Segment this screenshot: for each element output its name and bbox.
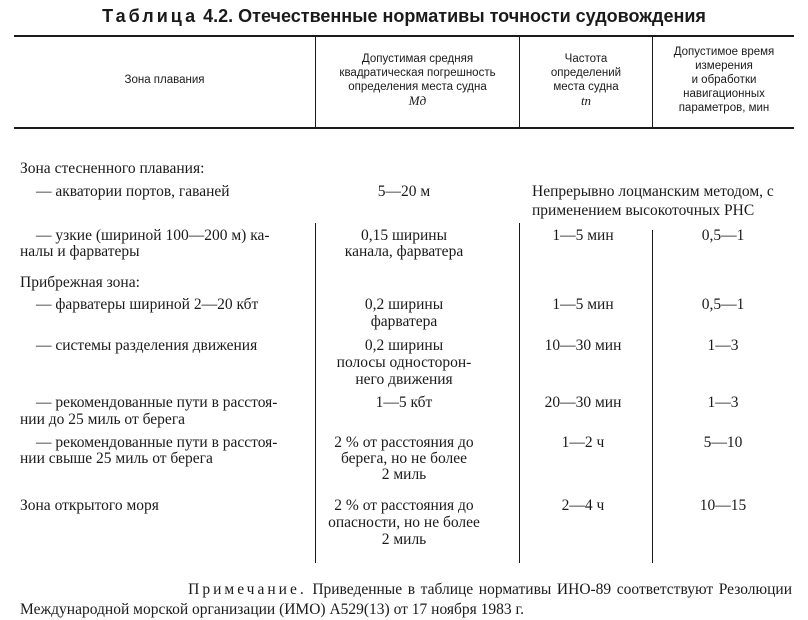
- row-channels-accuracy-line1: 0,15 ширины: [361, 227, 447, 244]
- row-fairways-frequency: 1—5 мин: [552, 296, 614, 313]
- header-frequency-line3: места судна: [553, 81, 619, 93]
- row-routes-near-zone-line2: нии до 25 миль от берега: [20, 411, 186, 428]
- row-routes-near-accuracy: 1—5 кбт: [375, 394, 433, 411]
- header-frequency-symbol: tп: [580, 93, 592, 108]
- note-label: Примечание.: [188, 581, 307, 598]
- header-time-line4: навигационных: [683, 88, 765, 100]
- header-time-line3: и обработки: [691, 74, 757, 86]
- row-open-sea-accuracy-line3: 2 миль: [381, 531, 427, 548]
- row-routes-far-time: 5—10: [703, 434, 743, 451]
- row-fairways-accuracy-line1: 0,2 ширины: [364, 296, 444, 313]
- header-frequency-line2: определений: [550, 67, 622, 79]
- row-fairways-accuracy-line2: фарватера: [370, 313, 438, 330]
- row-separation-accuracy-line1: 0,2 ширины: [364, 337, 444, 354]
- row-ports-merged-line2: применением высокоточных РНС: [532, 202, 755, 219]
- header-accuracy-line3: определения места судна: [348, 81, 487, 93]
- caption-label: Таблица: [102, 6, 199, 26]
- header-col-divider-1: [315, 36, 316, 128]
- row-ports-merged-line1: Непрерывно лоцманским методом, с: [532, 183, 774, 200]
- header-frequency: [521, 52, 651, 108]
- body-col-divider-1: [315, 223, 316, 563]
- header-time-line2: измерения: [695, 60, 753, 72]
- header-time: [654, 45, 794, 115]
- row-routes-far-frequency: 1—2 ч: [561, 434, 605, 451]
- row-routes-near-frequency: 20—30 мин: [544, 394, 622, 411]
- header-frequency-line1: Частота: [564, 53, 608, 65]
- row-routes-far-accuracy-line2: берега, но не более: [340, 450, 468, 467]
- row-channels-zone-line1: — узкие (шириной 100—200 м) ка-: [36, 227, 270, 244]
- row-open-sea-frequency: 2—4 ч: [561, 497, 605, 514]
- row-open-sea-time: 10—15: [699, 497, 747, 514]
- table-top-rule: [14, 35, 794, 37]
- note-text: Приведенные в таблице нормативы ИНО-89 соответствуют Резолюции Международной морской организации (ИМО) А529(13) от 17 ноября 1983 г.: [20, 581, 793, 618]
- row-fairways-time: 0,5—1: [701, 296, 745, 313]
- row-routes-near-time: 1—3: [707, 394, 739, 411]
- row-channels-zone-line2: налы и фарватеры: [20, 243, 140, 260]
- row-routes-far-zone-line1: — рекомендованные пути в расстоя-: [36, 434, 278, 451]
- header-zone: Зона плавания: [124, 74, 205, 86]
- header-col-divider-2: [519, 36, 520, 128]
- header-time-line1: Допустимое время: [673, 46, 775, 58]
- row-channels-accuracy-line2: канала, фарватера: [344, 243, 464, 260]
- row-routes-far-zone-line2: нии свыше 25 миль от берега: [20, 450, 213, 467]
- header-accuracy-symbol: Мд: [408, 93, 427, 108]
- table-caption: [0, 6, 808, 27]
- body-col-divider-2: [519, 223, 520, 563]
- row-separation-zone: — системы разделения движения: [36, 337, 258, 354]
- section-coastal-zone: Прибрежная зона:: [20, 274, 140, 291]
- header-bottom-rule: [14, 127, 794, 129]
- row-separation-frequency: 10—30 мин: [544, 337, 622, 354]
- row-routes-near-zone-line1: — рекомендованные пути в расстоя-: [36, 394, 278, 411]
- row-open-sea-accuracy-line1: 2 % от расстояния до: [334, 497, 474, 514]
- caption-text: 4.2. Отечественные нормативы точности судовождения: [203, 6, 706, 26]
- header-accuracy-line1: Допустимая средняя: [361, 53, 474, 65]
- row-separation-accuracy-line3: него движения: [355, 371, 453, 388]
- row-routes-far-accuracy-line1: 2 % от расстояния до: [334, 434, 474, 451]
- table-note: [20, 580, 792, 620]
- header-accuracy: [318, 52, 517, 108]
- header-accuracy-line2: квадратическая погрешность: [339, 67, 496, 79]
- row-channels-frequency: 1—5 мин: [552, 227, 614, 244]
- row-open-sea-accuracy-line2: опасности, но не более: [328, 514, 480, 531]
- row-open-sea-zone: Зона открытого моря: [20, 497, 159, 514]
- row-channels-time: 0,5—1: [701, 227, 745, 244]
- row-fairways-zone: — фарватеры шириной 2—20 кбт: [36, 296, 259, 313]
- row-ports-zone: — акватории портов, гаваней: [36, 183, 230, 200]
- row-separation-accuracy-line2: полосы односторон-: [336, 354, 472, 371]
- header-time-line5: параметров, мин: [678, 102, 770, 114]
- row-separation-time: 1—3: [707, 337, 739, 354]
- header-col-divider-3: [652, 36, 653, 128]
- section-restricted-zone: Зона стесненного плавания:: [20, 160, 205, 177]
- row-routes-far-accuracy-line3: 2 миль: [381, 466, 427, 483]
- row-ports-accuracy: 5—20 м: [377, 183, 431, 200]
